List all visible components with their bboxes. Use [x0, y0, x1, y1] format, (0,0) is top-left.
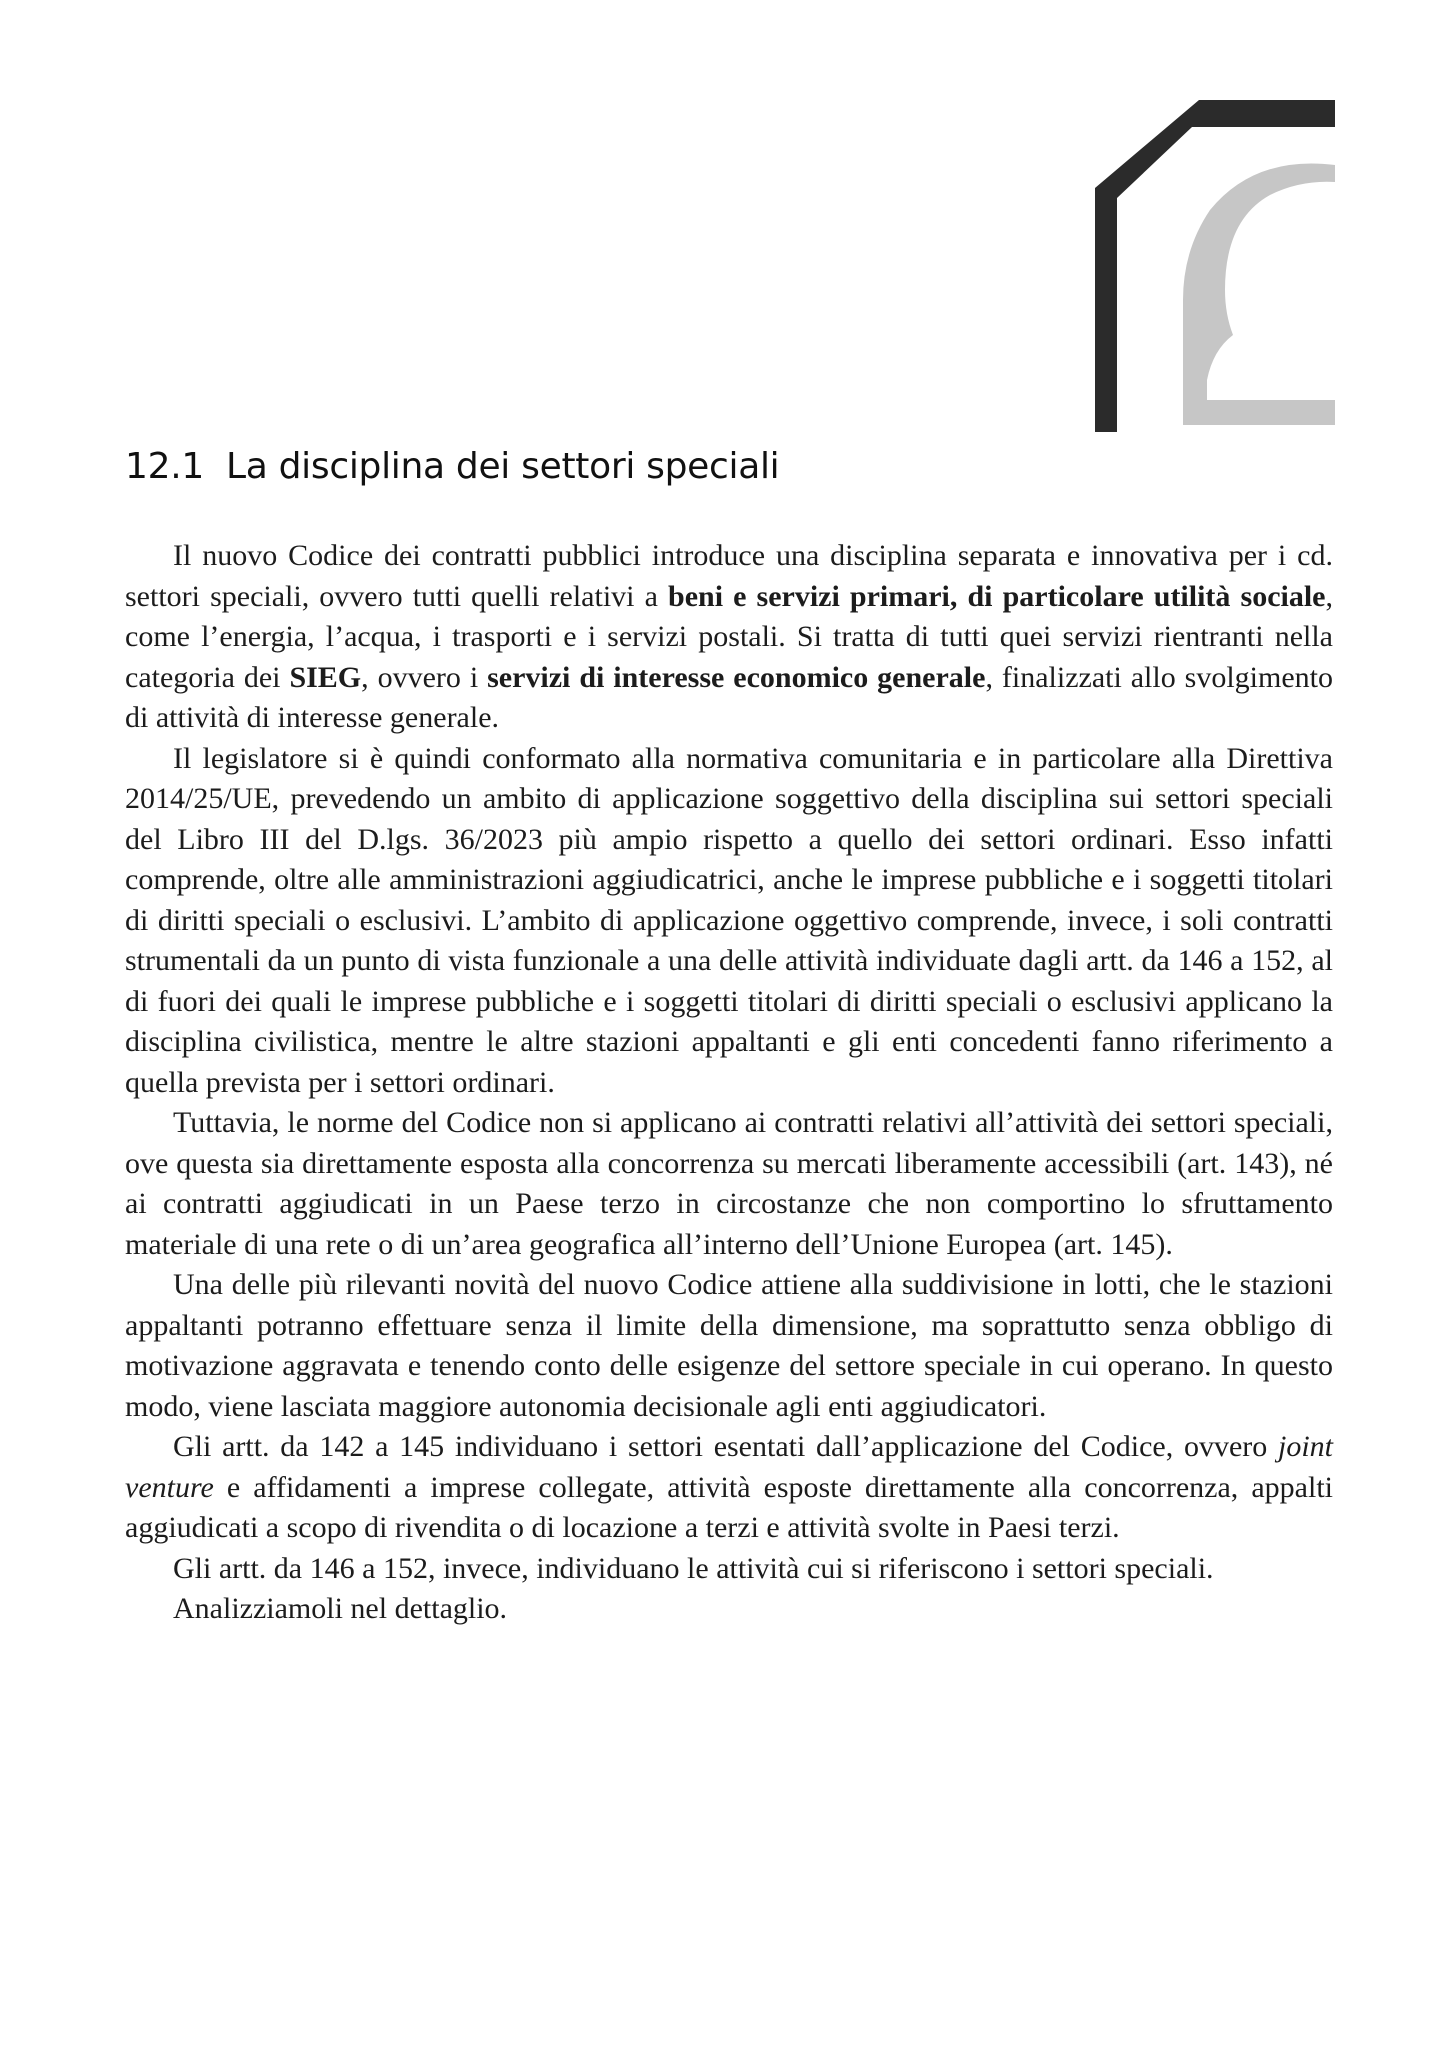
paragraph-1-text-c: , come l’energia, l’acqua, i trasporti e i servizi postali. Si tratta di tutti quei servizi rientranti nella categoria dei — [125, 579, 1333, 694]
body-text — [125, 536, 1333, 1630]
section-heading — [125, 446, 779, 487]
paragraph-1-text-a: Il nuovo Codice dei contratti pubblici introduce una disciplina separata e innovativa per i cd. settori speciali, ovvero tutti quelli relativi a — [125, 539, 1333, 613]
paragraph-1-text-e: , ovvero i — [361, 660, 488, 694]
paragraph-4: Una delle più rilevanti novità del nuovo Codice attiene alla suddivisione in lotti, che le stazioni appaltanti potranno effettuare senza il limite della dimensione, ma soprattutto senza obbligo di motivazione aggravata e tenendo conto delle esigenze del settore speciale in cui operano. In questo modo, viene lasciata maggiore autonomia decisionale agli enti aggiudicatori. — [125, 1268, 1333, 1423]
section-number: 12.1 — [125, 446, 204, 487]
paragraph-5 — [125, 1427, 1333, 1549]
paragraph-1-bold-servizi: servizi di interesse economico generale — [487, 660, 986, 694]
paragraph-6: Gli artt. da 146 a 152, invece, individuano le attività cui si riferiscono i settori speciali. — [173, 1551, 1214, 1585]
paragraph-1 — [125, 536, 1333, 739]
paragraph-1-bold-beni: beni e servizi primari, di particolare utilità sociale — [668, 579, 1326, 613]
section-title: La disciplina dei settori speciali — [225, 446, 780, 487]
chapter-decoration — [1095, 100, 1335, 435]
paragraph-2: Il legislatore si è quindi conformato alla normativa comunitaria e in particolare alla Direttiva 2014/25/UE, prevedendo un ambito di applicazione soggettivo della disciplina sui settori speciali del Libro III del D.lgs. 36/2023 più ampio rispetto a quello dei settori ordinari. Esso infatti comprende, oltre alle amministrazioni aggiudicatrici, anche le imprese pubbliche e i soggetti titolari di diritti speciali o esclusivi. L’ambito di applicazione oggettivo comprende, invece, i soli contratti strumentali da un punto di vista funzionale a una delle attività individuate dagli artt. da 146 a 152, al di fuori dei quali le imprese pubbliche e i soggetti titolari di diritti speciali o esclusivi applicano la disciplina civilistica, mentre le altre stazioni appaltanti e gli enti concedenti fanno riferimento a quella prevista per i settori ordinari. — [125, 741, 1333, 1099]
paragraph-1-text-g: , finalizzati allo svolgimento di attività di interesse generale. — [125, 660, 1333, 734]
paragraph-1-bold-sieg: SIEG — [289, 660, 362, 694]
paragraph-7: Analizziamoli nel dettaglio. — [173, 1592, 508, 1625]
paragraph-5-text-a: Gli artt. da 142 a 145 individuano i settori esentati dall’applicazione del Codice, ovvero — [173, 1430, 1278, 1463]
paragraph-5-text-c: e affidamenti a imprese collegate, attività esposte direttamente alla concorrenza, appalti aggiudicati a scopo di rivendita o di locazione a terzi e attività svolte in Paesi terzi. — [125, 1470, 1333, 1544]
paragraph-3: Tuttavia, le norme del Codice non si applicano ai contratti relativi all’attività dei settori speciali, ove questa sia direttamente esposta alla concorrenza su mercati liberamente accessibili (art. 143), né ai contratti aggiudicati in un Paese terzo in circostanze che non comportino lo sfruttamento materiale di una rete o di un’area geografica all’interno dell’Unione Europea (art. 145). — [125, 1106, 1333, 1261]
chapter-mark-light-arc — [1183, 163, 1335, 425]
paragraph-5-italic-joint-venture: joint venture — [125, 1430, 1333, 1504]
